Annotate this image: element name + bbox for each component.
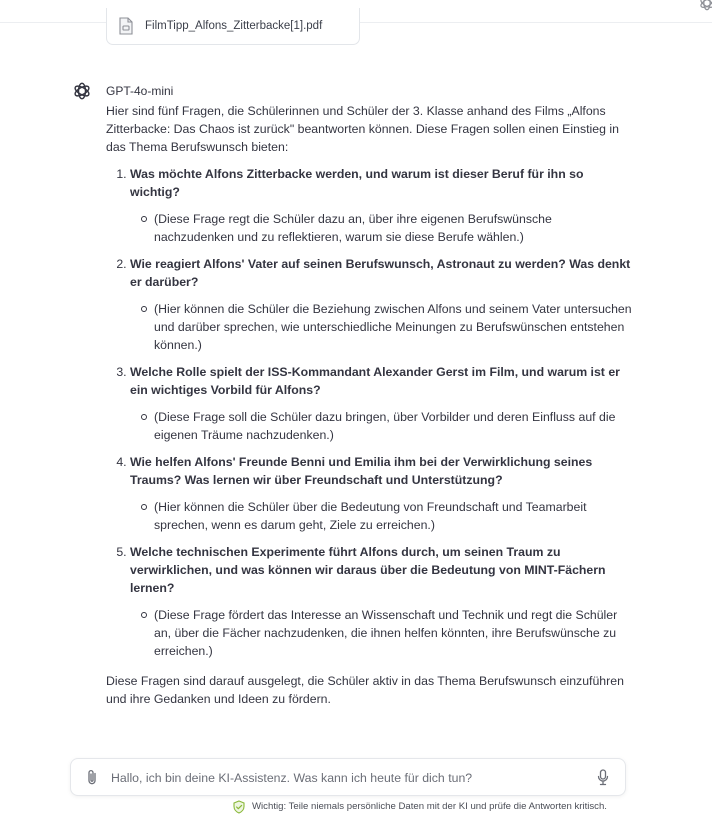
question-note: (Diese Frage regt die Schüler dazu an, über ihre eigenen Berufswünsche nachzudenken und zu reflektieren, warum sie diese Berufe wählen.) (154, 210, 632, 246)
chat-composer (70, 758, 626, 796)
question-text: 4. Wie helfen Alfons' Freunde Benni und Emilia ihm bei der Verwirklichung seines Traums? Was lernen wir über Freundschaft und Unterstützung? (130, 455, 593, 487)
question-text: 3. Welche Rolle spielt der ISS-Kommandant Alexander Gerst im Film, und warum ist er ein wichtiges Vorbild für Alfons? (130, 365, 620, 397)
question-note-list (130, 408, 632, 444)
shield-check-icon (232, 800, 246, 814)
question-note-list (130, 300, 632, 354)
question-text: 5. Welche technischen Experimente führt Alfons durch, um seinen Traum zu verwirklichen, und was können wir daraus über die Bedeutung von MINT-Fächern lernen? (130, 545, 606, 595)
question-item (130, 363, 632, 444)
question-text: 1. Was möchte Alfons Zitterbacke werden, und warum ist dieser Beruf für ihn so wichtig? (130, 167, 584, 199)
question-item (130, 453, 632, 534)
question-note: (Diese Frage fördert das Interesse an Wissenschaft und Technik und regt die Schüler an, über die Fächer nachzudenken, die ihnen helfen könnten, ihre Berufswünsche zu erreichen.) (154, 606, 632, 660)
question-note: (Hier können die Schüler die Beziehung zwischen Alfons und seinem Vater untersuchen und darüber sprechen, wie unterschiedliche Meinungen zu Berufswünschen entstehen können.) (154, 302, 632, 352)
message-closing: Diese Fragen sind darauf ausgelegt, die Schüler aktiv in das Thema Berufswunsch einzuführen und ihre Gedanken und Ideen zu fördern. (106, 674, 624, 706)
question-note-list (130, 210, 632, 246)
attachment-card[interactable] (106, 8, 360, 45)
paperclip-icon[interactable] (85, 769, 99, 786)
microphone-icon[interactable] (597, 769, 609, 786)
question-list (106, 165, 632, 660)
question-note: (Diese Frage soll die Schüler dazu bringen, über Vorbilder und deren Einfluss auf die eigenen Träume nachzudenken.) (154, 408, 632, 444)
question-text: 2. Wie reagiert Alfons' Vater auf seinen Berufswunsch, Astronaut zu werden? Was denkt er darüber? (130, 257, 631, 289)
openai-logo-icon (698, 0, 712, 12)
question-item (130, 255, 632, 354)
question-note-list (130, 498, 632, 534)
disclaimer-text: Wichtig: Teile niemals persönliche Daten mit der KI und prüfe die Antworten kritisch. (252, 801, 607, 812)
assistant-name: GPT-4o-mini (106, 84, 174, 98)
question-note: (Hier können die Schüler über die Bedeutung von Freundschaft und Teamarbeit sprechen, wenn es darum geht, Ziele zu erreichen.) (154, 498, 632, 534)
question-item (130, 543, 632, 660)
question-note-list (130, 606, 632, 660)
question-item (130, 165, 632, 246)
assistant-message (106, 102, 632, 708)
attachment-file-name: FilmTipp_Alfons_Zitterbacke[1].pdf (145, 20, 323, 32)
openai-logo-icon (72, 81, 92, 101)
chat-input[interactable] (109, 767, 583, 789)
message-intro: Hier sind fünf Fragen, die Schülerinnen und Schüler der 3. Klasse anhand des Films „Alfons Zitterbacke: Das Chaos ist zurück" beantworten können. Diese Fragen sollen einen Einstieg in das Thema Berufswunsch bieten: (106, 104, 619, 154)
file-icon (118, 17, 134, 35)
